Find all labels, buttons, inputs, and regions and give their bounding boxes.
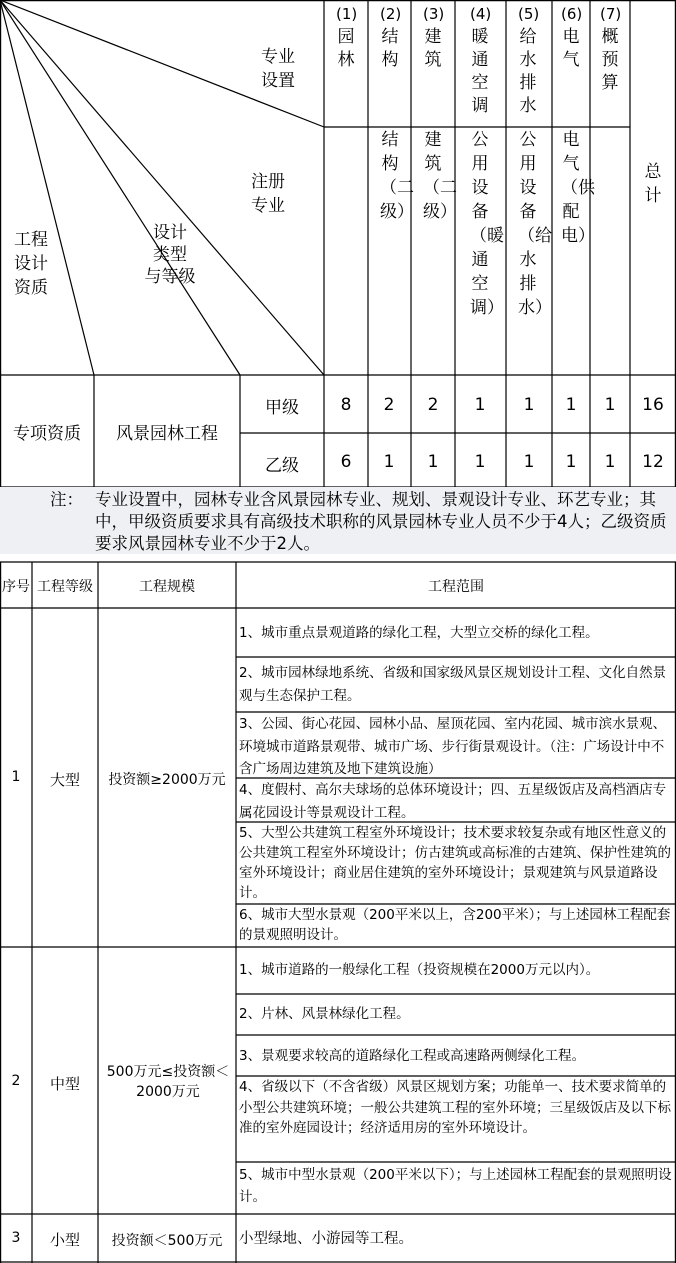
col-5-number: (5) xyxy=(518,5,540,23)
col-3-header xyxy=(423,3,443,72)
col-4-number: (4) xyxy=(470,5,492,23)
group-1-item-6: 6、城市大型水景观（200平米以上，含200平米）；与上述园林工程配套的景观照明设计。 xyxy=(239,907,671,943)
col-3-number: (3) xyxy=(423,5,445,23)
group-1-item-2: 2、城市园林绿地系统、省级和国家级风景区规划设计工程、文化自然景观与生态保护工程。 xyxy=(239,665,667,704)
grade-a-value-2: 2 xyxy=(383,395,395,415)
header-registered-specialty: 注册 专业 xyxy=(251,172,285,216)
grade-b-value-2: 1 xyxy=(383,452,395,472)
group-1-scale: 投资额≥2000万元 xyxy=(108,772,226,788)
grade-b-total: 12 xyxy=(642,452,664,472)
col-2-number: (2) xyxy=(380,5,402,23)
col-3-setting: 建筑 xyxy=(424,27,442,70)
note-label: 注： xyxy=(50,490,83,509)
col-5-header xyxy=(518,3,538,118)
col-5-registered: 公用设备（给水排水） xyxy=(518,130,552,318)
col-1-number: (1) xyxy=(336,5,358,23)
row-category-label: 风景园林工程 xyxy=(116,424,218,444)
grade-a-value-5: 1 xyxy=(523,395,535,415)
note-text: 专业设置中，园林专业含风景园林专业、规划、景观设计专业、环艺专业；其中，甲级资质要求具有高级技术职称的风景园林专业人员不少于4人；乙级资质要求风景园林专业不少于2人。 xyxy=(95,490,667,553)
group-2-item-5: 5、城市中型水景观（200平米以下）；与上述园林工程配套的景观照明设计。 xyxy=(239,1167,672,1205)
group-2-item-4: 4、省级以下（不含省级）风景区规划方案；功能单一、技术要求简单的小型公共建筑环境；一般公共建筑工程的室外环境；三星级饭店及以下标准的室外庭园设计；经济适用房的室外环境设计。 xyxy=(239,1079,671,1136)
group-3-level: 小型 xyxy=(49,1231,80,1249)
group-2-index: 2 xyxy=(11,1073,21,1089)
col-1-header xyxy=(336,3,356,72)
col-6-setting: 电气 xyxy=(562,27,580,70)
grade-a-total: 16 xyxy=(642,395,664,415)
group-2-item-2: 2、片林、风景林绿化工程。 xyxy=(239,1006,410,1022)
row-type-label: 专项资质 xyxy=(13,424,81,444)
grade-a-value-7: 1 xyxy=(604,395,616,415)
col-7-number: (7) xyxy=(600,5,622,23)
header-specialty-setting: 专业 设置 xyxy=(261,47,295,91)
grade-b-label: 乙级 xyxy=(265,456,299,476)
group-2-item-3: 3、景观要求较高的道路绿化工程或高速路两侧绿化工程。 xyxy=(239,1048,586,1064)
group-1-level: 大型 xyxy=(49,771,80,789)
grade-a-label: 甲级 xyxy=(265,398,299,418)
grade-a-value-3: 2 xyxy=(427,395,439,415)
col-2-registered: 结构（二级） xyxy=(380,130,414,222)
col-header-index: 序号 xyxy=(2,579,30,595)
group-2-scale: 500万元≤投资额＜2000万元 xyxy=(106,1064,230,1100)
group-1-item-1: 1、城市重点景观道路的绿化工程，大型立交桥的绿化工程。 xyxy=(239,625,599,641)
col-6-number: (6) xyxy=(561,5,583,23)
col-7-header xyxy=(600,3,620,95)
col-4-registered: 公用设备（暖通空调） xyxy=(470,130,504,318)
total-header: 总计 xyxy=(644,162,662,206)
group-1-index: 1 xyxy=(11,769,21,785)
grade-b-value-1: 6 xyxy=(340,452,352,472)
grade-b-value-3: 1 xyxy=(427,452,439,472)
grade-b-value-4: 1 xyxy=(474,452,486,472)
col-2-setting: 结构 xyxy=(381,27,399,70)
group-1-item-4: 4、度假村、高尔夫球场的总体环境设计；四、五星级饭店及高档酒店专属花园设计等景观设计工程。 xyxy=(239,782,667,821)
group-2-item-1: 1、城市道路的一般绿化工程（投资规模在2000万元以内）。 xyxy=(239,962,600,978)
col-header-range: 工程范围 xyxy=(428,579,484,595)
header-qualification: 工程 设计 资质 xyxy=(14,230,48,298)
header-design-type: 设计 类型 与等级 xyxy=(144,223,196,287)
col-4-setting: 暖通空调 xyxy=(471,27,489,116)
grade-a-value-6: 1 xyxy=(565,395,577,415)
col-4-header xyxy=(470,3,490,118)
col-5-setting: 给水排水 xyxy=(519,27,537,116)
grade-b-value-5: 1 xyxy=(523,452,535,472)
group-3-index: 3 xyxy=(11,1230,21,1246)
col-3-registered: 建筑（二级） xyxy=(423,130,457,222)
col-6-header xyxy=(561,3,581,72)
group-1-item-3: 3、公园、街心花园、园林小品、屋顶花园、室内花园、城市滨水景观、环境城市道路景观带、城市广场、步行街景观设计。（注：广场设计中不含广场周边建筑及地下建筑设施） xyxy=(239,716,667,777)
grade-b-value-7: 1 xyxy=(604,452,616,472)
group-1-item-5: 5、大型公共建筑工程室外环境设计；技术要求较复杂或有地区性意义的公共建筑工程室外环境设计；仿古建筑或高标准的古建筑、保护性建筑的室外环境设计；商业居住建筑的室外环境设计；景观建筑与风景道路设计。 xyxy=(239,825,671,901)
group-3-item-1: 小型绿地、小游园等工程。 xyxy=(239,1231,413,1247)
group-2-level: 中型 xyxy=(49,1075,80,1093)
grade-b-value-6: 1 xyxy=(565,452,577,472)
col-6-registered: 电气（供配电） xyxy=(561,130,595,246)
col-7-setting: 概预算 xyxy=(601,27,619,93)
col-header-scale: 工程规模 xyxy=(139,579,195,595)
col-header-level: 工程等级 xyxy=(37,579,93,595)
col-2-header xyxy=(380,3,400,72)
grade-a-value-4: 1 xyxy=(474,395,486,415)
col-1-setting: 园林 xyxy=(337,27,355,70)
group-3-scale: 投资额＜500万元 xyxy=(111,1233,223,1249)
grade-a-value-1: 8 xyxy=(340,395,352,415)
